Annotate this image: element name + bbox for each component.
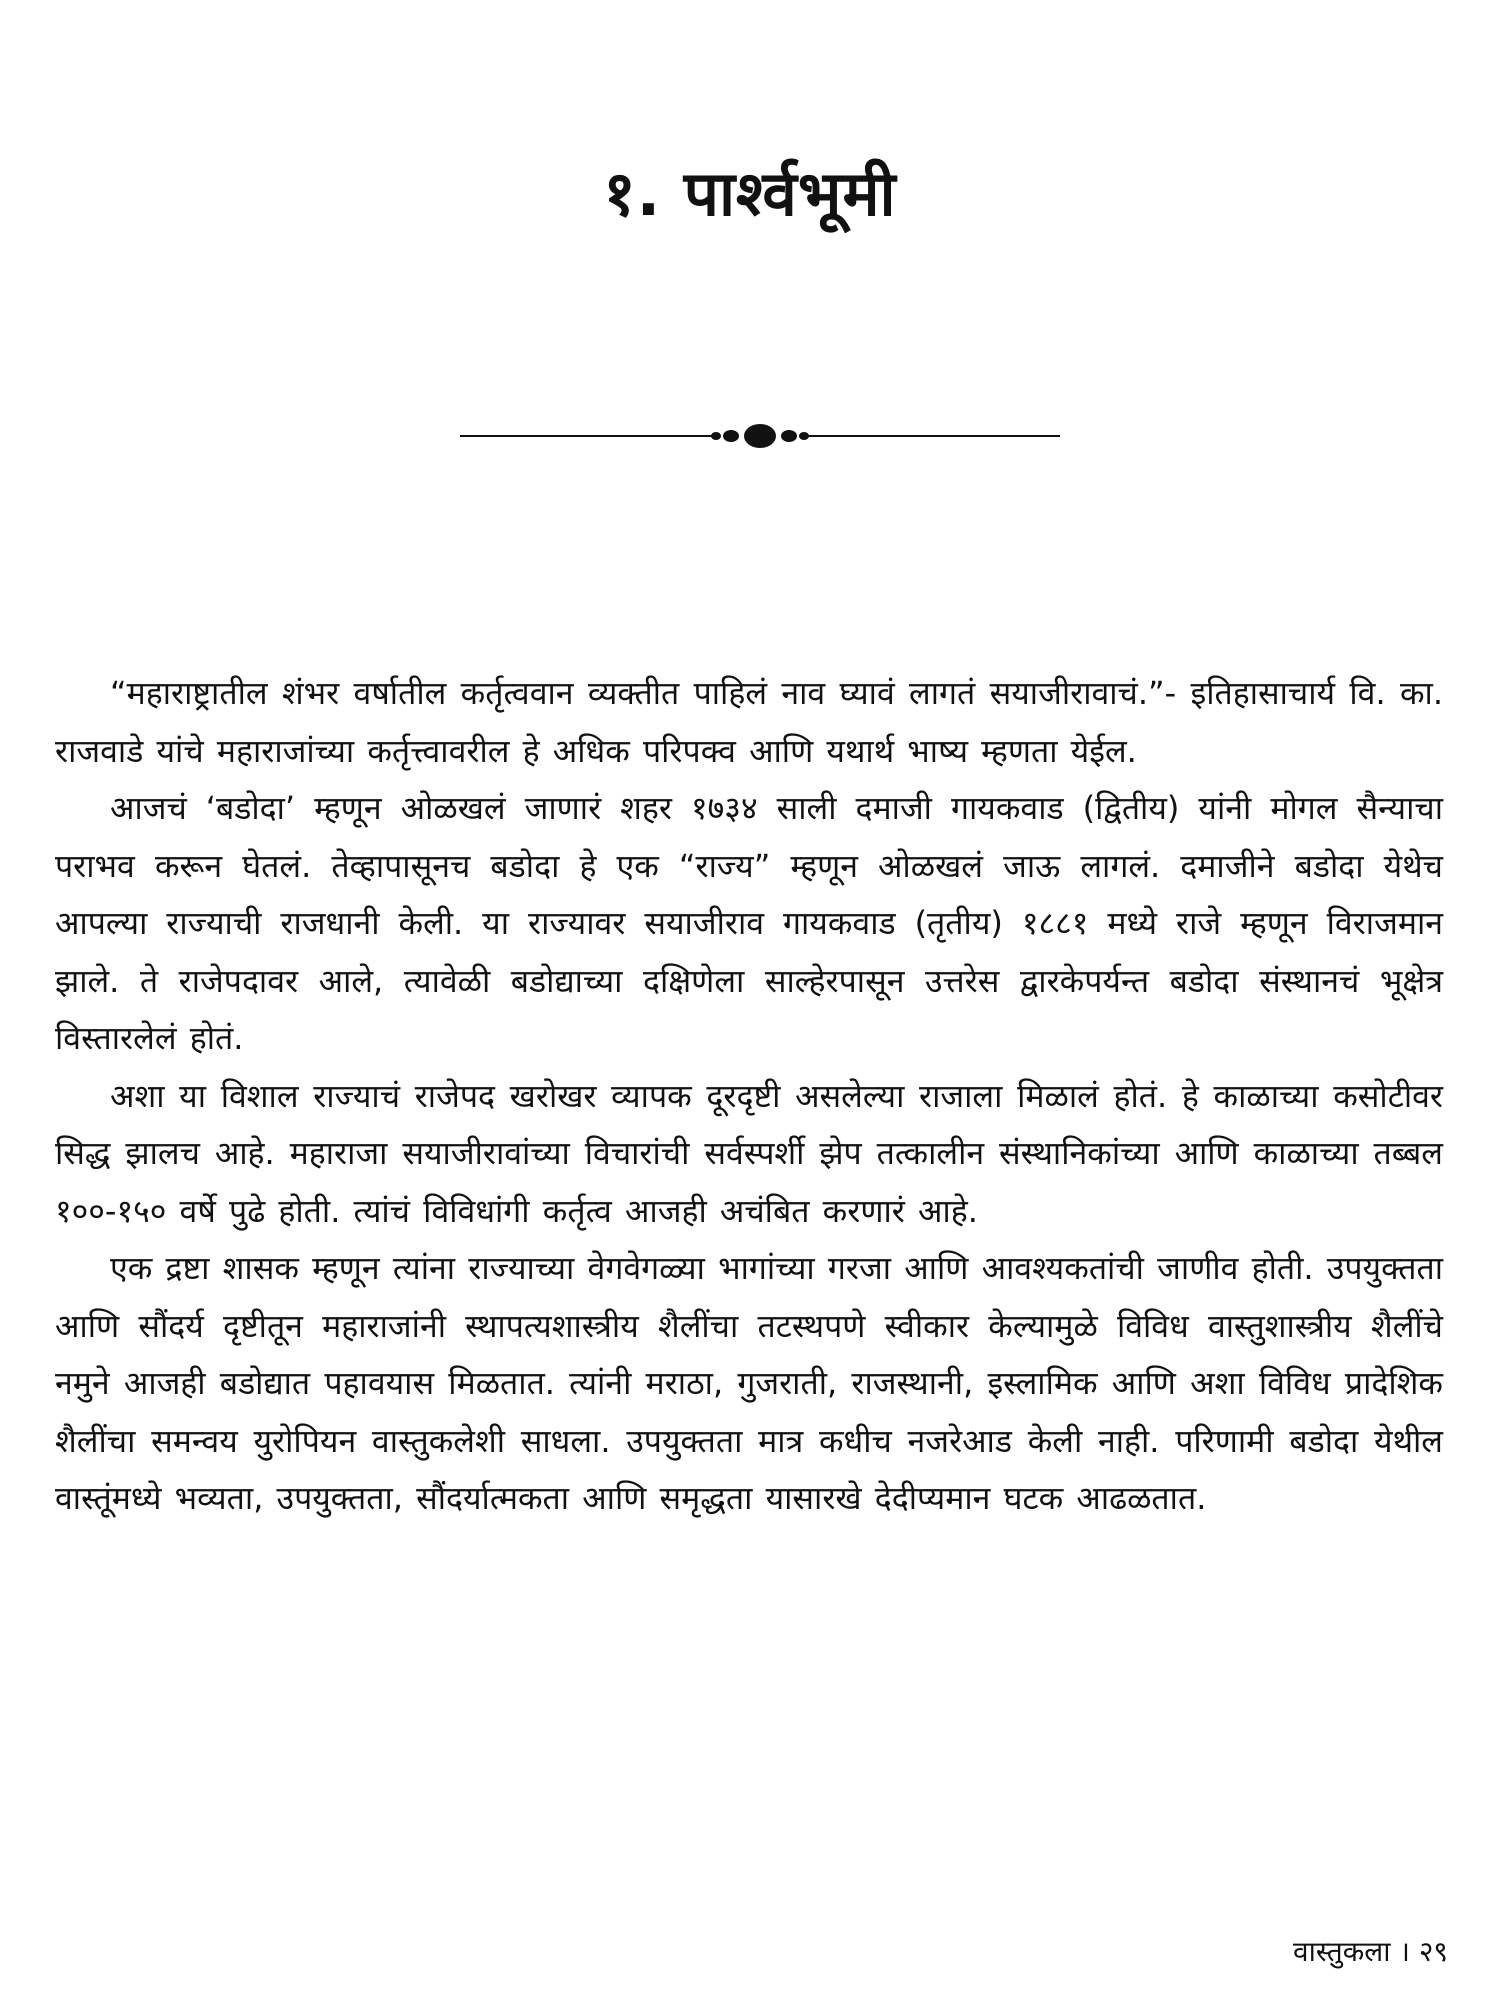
body-text <box>55 665 1443 1528</box>
chapter-title: १. पार्श्वभूमी <box>603 157 897 230</box>
divider-dot-right <box>781 430 797 442</box>
running-footer-page-number: वास्तुकला । २९ <box>1293 1935 1448 1968</box>
divider-dot-small-right <box>799 432 809 440</box>
paragraph: आजचं ‘बडोदा’ म्हणून ओळखलं जाणारं शहर १७३४ साली दमाजी गायकवाड (द्वितीय) यांनी मोगल सैन्याचा पराभव करून घेतलं. तेव्हापासूनच बडोदा हे एक “राज्य” म्हणून ओळखलं जाऊ लागलं. दमाजीने बडोदा येथेच आपल्या राज्याची राजधानी केली. या राज्यावर सयाजीराव गायकवाड (तृतीय) १८८१ मध्ये राजे म्हणून विराजमान झाले. ते राजेपदावर आले, त्यावेळी बडोद्याच्या दक्षिणेला साल्हेरपासून उत्तरेस द्वारकेपर्यन्त बडोदा संस्थानचं भूक्षेत्र विस्तारलेलं होतं. <box>55 789 1443 1057</box>
paragraph: एक द्रष्टा शासक म्हणून त्यांना राज्याच्या वेगवेगळ्या भागांच्या गरजा आणि आवश्यकतांची जाणीव होती. उपयुक्तता आणि सौंदर्य दृष्टीतून महाराजांनी स्थापत्यशास्त्रीय शैलींचा तटस्थपणे स्वीकार केल्यामुळे विविध वास्तुशास्त्रीय शैलींचे नमुने आजही बडोद्यात पहावयास मिळतात. त्यांनी मराठा, गुजराती, राजस्थानी, इस्लामिक आणि अशा विविध प्रादेशिक शैलींचा समन्वय युरोपियन वास्तुकलेशी साधला. उपयुक्तता मात्र कधीच नजरेआड केली नाही. परिणामी बडोदा येथील वास्तूंमध्ये भव्यता, उपयुक्तता, सौंदर्यात्मकता आणि समृद्धता यासारखे देदीप्यमान घटक आढळतात. <box>55 1249 1443 1517</box>
paragraph: अशा या विशाल राज्याचं राजेपद खरोखर व्यापक दूरदृष्टी असलेल्या राजाला मिळालं होतं. हे काळाच्या कसोटीवर सिद्ध झालच आहे. महाराजा सयाजीरावांच्या विचारांची सर्वस्पर्शी झेप तत्कालीन संस्थानिकांच्या आणि काळाच्या तब्बल १००-१५० वर्षे पुढे होती. त्यांचं विविधांगी कर्तृत्व आजही अचंबित करणारं आहे. <box>55 1076 1443 1230</box>
section-divider-ornament <box>460 418 1060 454</box>
paragraph: “महाराष्ट्रातील शंभर वर्षातील कर्तृत्ववान व्यक्तीत पाहिलं नाव घ्यावं लागतं सयाजीरावाचं.”- इतिहासाचार्य वि. का. राजवाडे यांचे महाराजांच्या कर्तृत्त्वावरील हे अधिक परिपक्व आणि यथार्थ भाष्य म्हणता येईल. <box>55 674 1443 770</box>
divider-dot-left <box>723 430 739 442</box>
divider-dot-small-left <box>711 432 721 440</box>
divider-dot-center <box>744 424 776 448</box>
